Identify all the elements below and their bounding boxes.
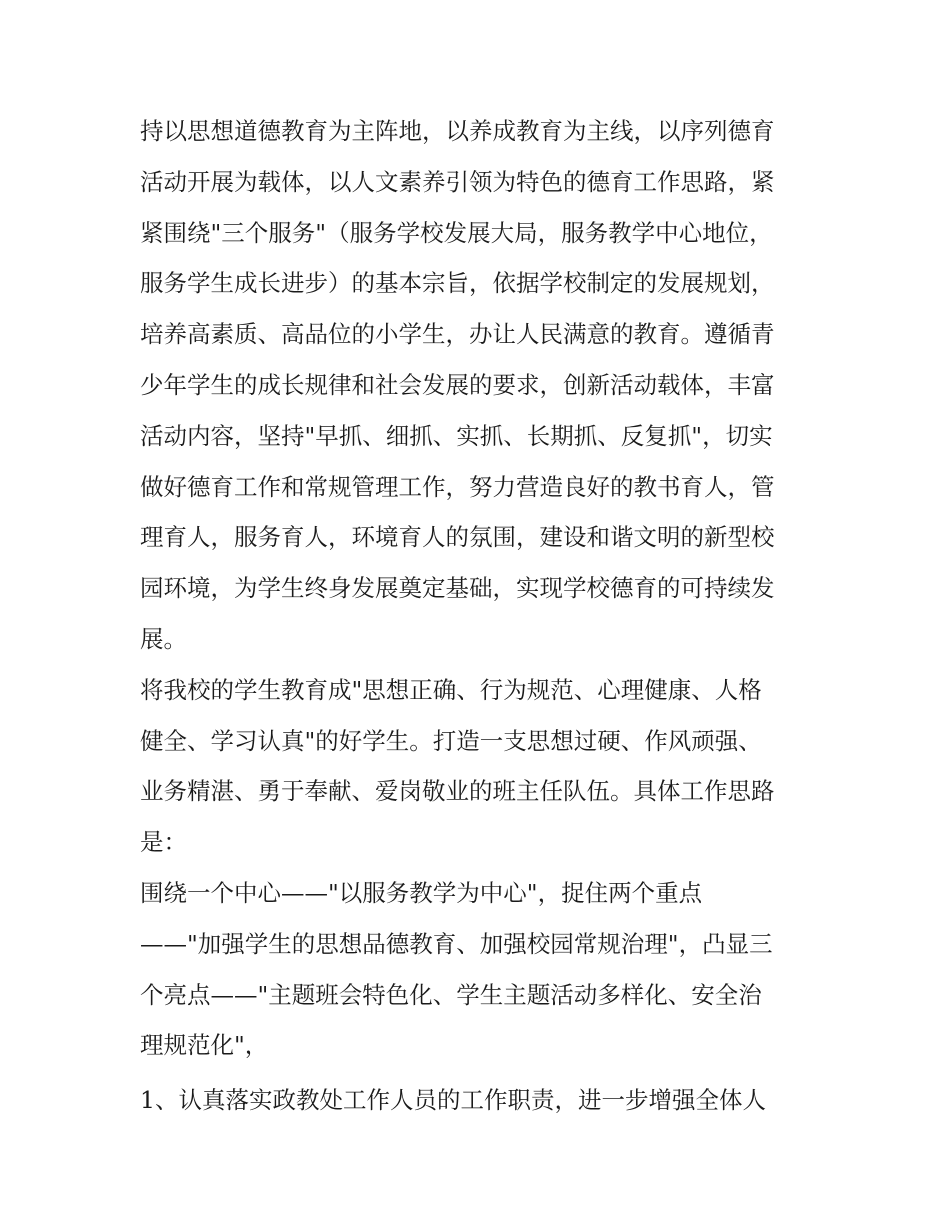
text-line: 个亮点——"主题班会特色化、学生主题活动多样化、安全治 <box>140 980 762 1009</box>
text-line: 理育人，服务育人，环境育人的氛围，建设和谐文明的新型校 <box>140 523 775 552</box>
text-line: 1、认真落实政教处工作人员的工作职责，进一步增强全体人 <box>140 1086 766 1115</box>
text-line: ——"加强学生的思想品德教育、加强校园常规治理"，凸显三 <box>140 929 773 958</box>
text-line: 紧围绕"三个服务"（服务学校发展大局，服务教学中心地位， <box>140 218 773 247</box>
text-line: 业务精湛、勇于奉献、爱岗敬业的班主任队伍。具体工作思路 <box>140 777 775 806</box>
text-line: 培养高素质、高品位的小学生，办让人民满意的教育。遵循青 <box>140 320 775 349</box>
paragraph-student-goals <box>140 665 820 868</box>
text-line: 服务学生成长进步）的基本宗旨，依据学校制定的发展规划， <box>140 269 775 298</box>
paragraph-moral-education-approach <box>140 106 820 665</box>
text-line: 健全、学习认真"的好学生。打造一支思想过硬、作风顽强、 <box>140 726 762 755</box>
text-line: 展。 <box>140 624 187 653</box>
text-line: 园环境，为学生终身发展奠定基础，实现学校德育的可持续发 <box>140 574 775 603</box>
text-line: 少年学生的成长规律和社会发展的要求，创新活动载体，丰富 <box>140 370 775 399</box>
text-line: 活动开展为载体，以人文素养引领为特色的德育工作思路，紧 <box>140 167 775 196</box>
text-line: 做好德育工作和常规管理工作，努力营造良好的教书育人，管 <box>140 472 775 501</box>
text-line: 将我校的学生教育成"思想正确、行为规范、心理健康、人格 <box>140 675 762 704</box>
text-line: 持以思想道德教育为主阵地，以养成教育为主线，以序列德育 <box>140 117 775 145</box>
text-line: 活动内容，坚持"早抓、细抓、实抓、长期抓、反复抓"，切实 <box>140 421 773 450</box>
text-line: 是： <box>140 828 187 857</box>
document-body <box>140 106 820 1126</box>
text-line: 理规范化"， <box>140 1031 269 1060</box>
paragraph-center-focus-highlights <box>140 868 820 1071</box>
text-line: 围绕一个中心——"以服务教学为中心"，捉住两个重点 <box>140 878 703 907</box>
paragraph-item-1 <box>140 1075 820 1126</box>
